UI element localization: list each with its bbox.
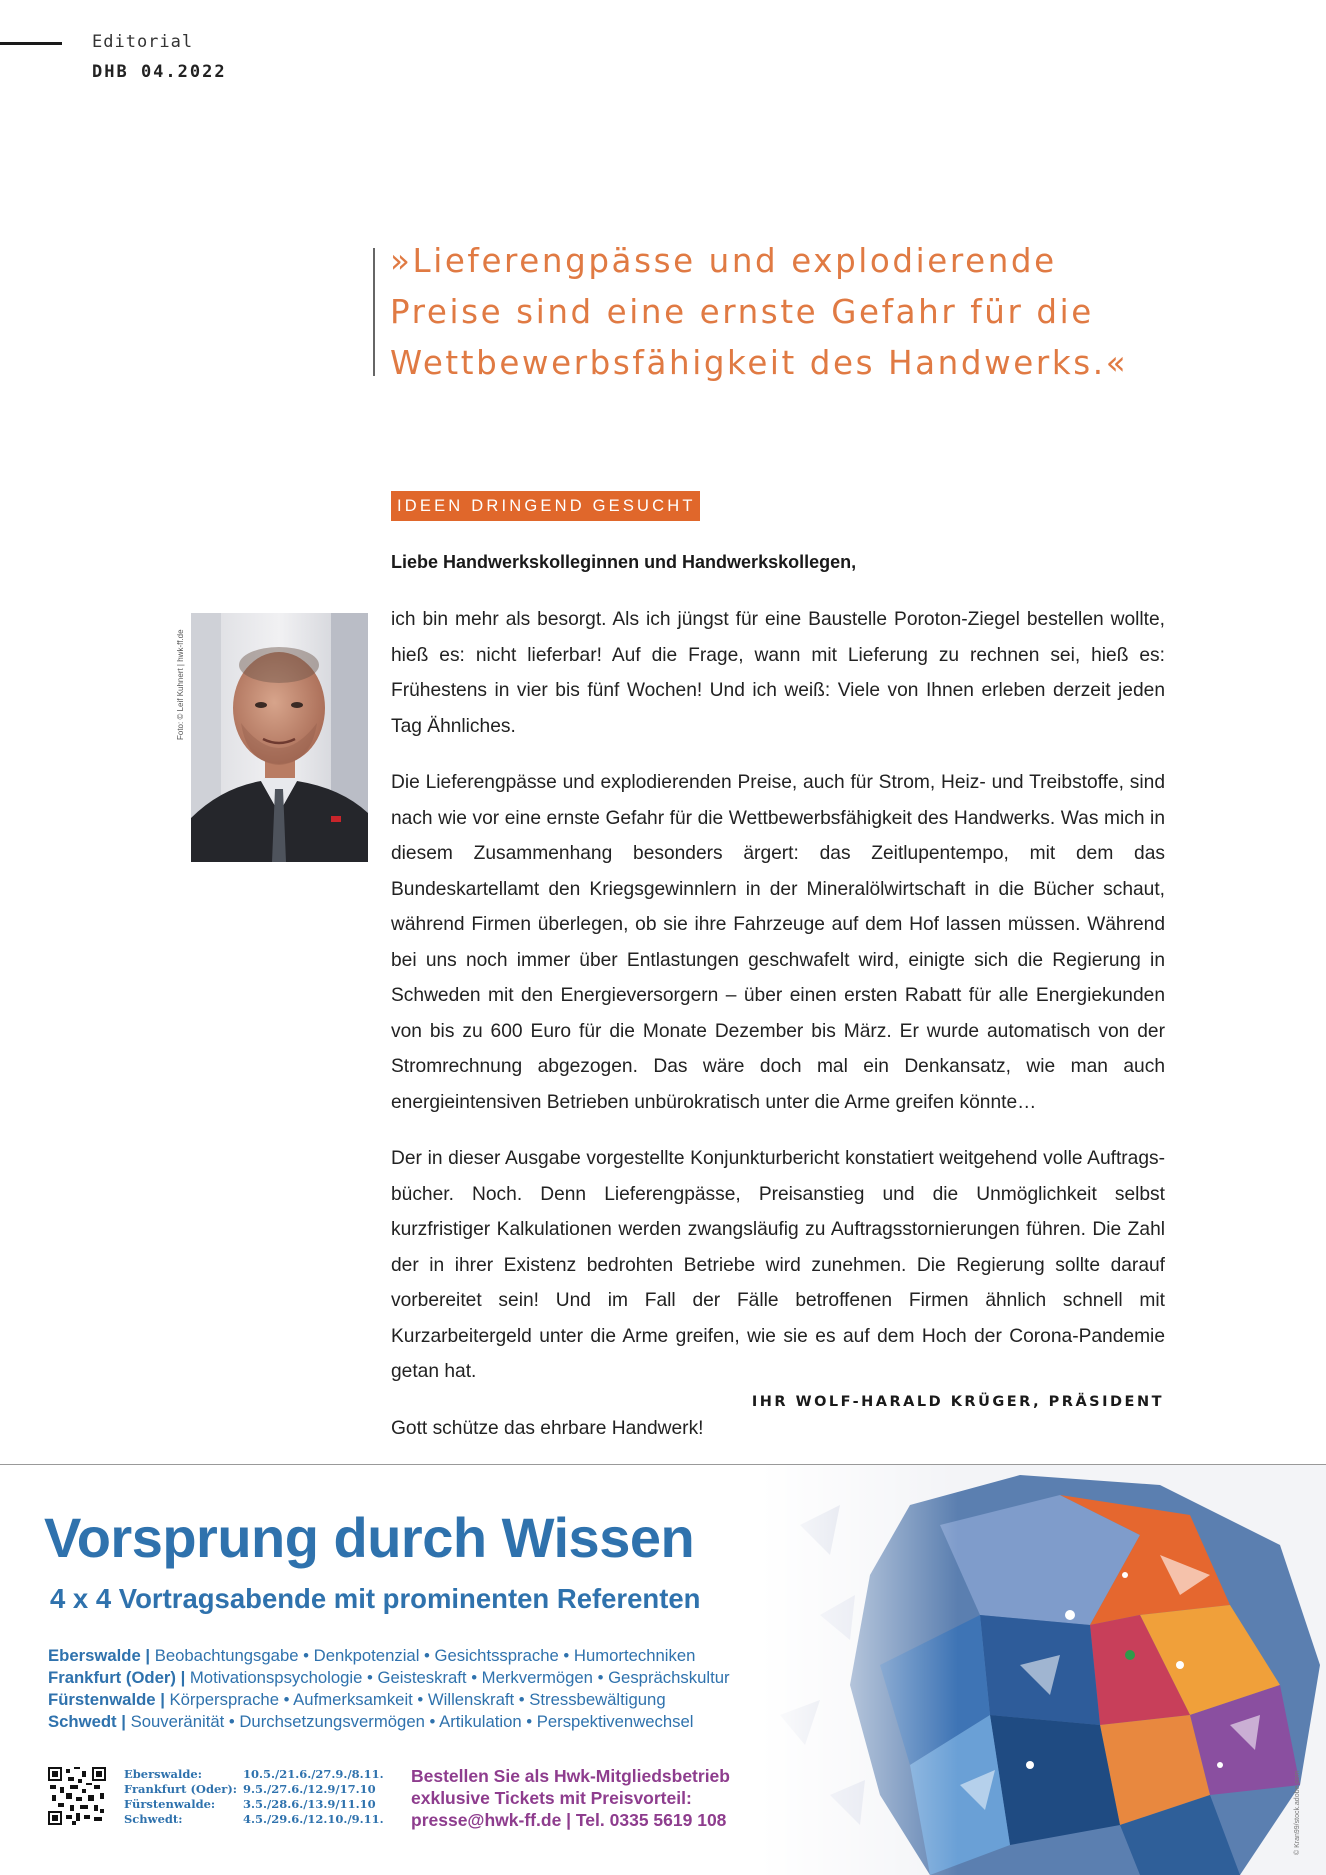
author-portrait xyxy=(191,613,368,862)
photo-credit: Foto: © Leif Kuhnert | hwk-ff.de xyxy=(176,629,185,740)
date-city: Fürstenwalde: xyxy=(124,1797,216,1811)
pull-quote-line: »Lieferengpässe und explodierende xyxy=(390,242,1057,280)
city-name: Frankfurt (Oder) | xyxy=(48,1668,186,1687)
city-name: Schwedt | xyxy=(48,1712,126,1731)
image-credit: © Kran99/stock.adobe.com xyxy=(1294,1770,1301,1855)
qr-code-icon[interactable] xyxy=(48,1767,106,1825)
city-topic-row xyxy=(48,1689,730,1711)
section-label: Editorial xyxy=(92,32,194,52)
city-name: Eberswalde | xyxy=(48,1646,151,1665)
date-row xyxy=(124,1782,384,1797)
signature: IHR WOLF-HARALD KRÜGER, PRÄSIDENT xyxy=(751,1394,1164,1410)
body-paragraph: Die Lieferengpässe und explodierenden Preise, auch für Strom, Heiz- und Treibstoffe, sind nach wie vor eine ernste Gefahr für die Wettbewerbsfähigkeit des Handwerks. Was mich in diesem Zusammenhang besonders ärgert: das Zeitlupentempo, mit dem das Bundeskartellamt den Kriegsgewinnlern in der Mineralölwirtschaft in die Bücher schaut, während Firmen überlegen, ob sie ihre Fahrzeuge auf dem Hof lassen müssen. Während bei uns noch immer über Entlastungen geschwafelt wird, einigte sich die Regierung in Schweden mit den Energieversorgern – über einen ersten Rabatt für alle Energiekunden von bis zu 600 Euro für die Monate Dezember bis März. Er wurde automatisch von der Stromrechnung abgezogen. Das wäre doch mal ein Denkansatz, wie man auch energieintensiven Betrieben unbürokratisch unter die Arme greifen könnte… xyxy=(391,772,1165,1113)
date-values: 3.5./28.6./13.9/11.10 xyxy=(243,1797,376,1811)
date-city: Eberswalde: xyxy=(124,1767,202,1781)
pull-quote xyxy=(390,236,1250,389)
city-topics: Beobachtungsgabe • Denkpotenzial • Gesichtssprache • Humortechniken xyxy=(154,1646,696,1665)
advertisement xyxy=(0,1465,1326,1875)
city-topic-row xyxy=(48,1645,730,1667)
issue-label: DHB 04.2022 xyxy=(92,62,227,82)
city-topic-row xyxy=(48,1667,730,1689)
date-values: 10.5./21.6./27.9./8.11. xyxy=(243,1767,384,1781)
city-topics: Körpersprache • Aufmerksamkeit • Willenskraft • Stressbewältigung xyxy=(169,1690,666,1709)
pull-quote-line: Wettbewerbsfähigkeit des Handwerks.« xyxy=(390,344,1129,382)
ad-subtitle: 4 x 4 Vortragsabende mit prominenten Referenten xyxy=(50,1583,701,1614)
order-line: exklusive Tickets mit Preisvorteil: xyxy=(411,1788,692,1808)
date-values: 9.5./27.6./12.9/17.10 xyxy=(243,1782,376,1796)
city-topics: Souveränität • Durchsetzungsvermögen • Artikulation • Perspektivenwechsel xyxy=(130,1712,694,1731)
date-row xyxy=(124,1812,384,1827)
pull-quote-line: Preise sind eine ernste Gefahr für die xyxy=(390,293,1094,331)
body-paragraph: Der in dieser Ausgabe vorgestellte Konjunkturbericht konstatiert weitgehend volle Auftragsbücher. Noch. Denn Lieferengpässe, Preisanstieg und die Unmöglichkeit selbst kurzfristiger Kalkulationen werden zwangsläufig zu Auftragsstornierungen führen. Die Zahl der in ihrer Existenz bedrohten Betriebe wird zunehmen. Die Regierung sollte darauf vorbereitet sein! Und im Fall der Fälle betroffenen Firmen ähnlich schnell mit Kurzarbeitergeld unter die Arme greifen, wie sie es auf dem Hoch der Corona-Pandemie getan hat. xyxy=(391,1148,1165,1382)
date-city: Schwedt: xyxy=(124,1812,183,1826)
ad-title: Vorsprung durch Wissen xyxy=(44,1506,695,1569)
city-name: Fürstenwalde | xyxy=(48,1690,165,1709)
ad-order-info xyxy=(411,1765,730,1831)
date-row xyxy=(124,1767,384,1782)
article-body xyxy=(391,602,1165,1467)
kicker-label: IDEEN DRINGEND GESUCHT xyxy=(391,491,700,521)
date-values: 4.5./29.6./12.10./9.11. xyxy=(243,1812,384,1826)
body-paragraph: Gott schütze das ehrbare Handwerk! xyxy=(391,1417,704,1439)
date-row xyxy=(124,1797,384,1812)
city-topic-row xyxy=(48,1711,730,1733)
header-rule xyxy=(0,42,62,45)
ad-date-table xyxy=(124,1767,384,1827)
brain-mosaic-illustration xyxy=(760,1465,1326,1875)
salutation: Liebe Handwerkskolleginnen und Handwerkskollegen, xyxy=(391,552,857,572)
quote-bar xyxy=(373,248,375,376)
order-line: Bestellen Sie als Hwk-Mitgliedsbetrieb xyxy=(411,1766,730,1786)
ad-city-topics xyxy=(48,1645,730,1733)
body-paragraph: ich bin mehr als besorgt. Als ich jüngst für eine Baustelle Poroton-Ziegel bestellen wollte, hieß es: nicht lieferbar! Auf die Frage, wann mit Lieferung zu rechnen sei, hieß es: Frühestens in vier bis fünf Wochen! Und ich weiß: Viele von Ihnen erleben derzeit jeden Tag Ähnliches. xyxy=(391,609,1165,737)
order-contact-link[interactable]: presse@hwk-ff.de | Tel. 0335 5619 108 xyxy=(411,1810,727,1830)
portrait-illustration xyxy=(191,613,368,862)
date-city: Frankfurt (Oder): xyxy=(124,1782,238,1796)
city-topics: Motivationspsychologie • Geisteskraft • Merkvermögen • Gesprächskultur xyxy=(189,1668,730,1687)
